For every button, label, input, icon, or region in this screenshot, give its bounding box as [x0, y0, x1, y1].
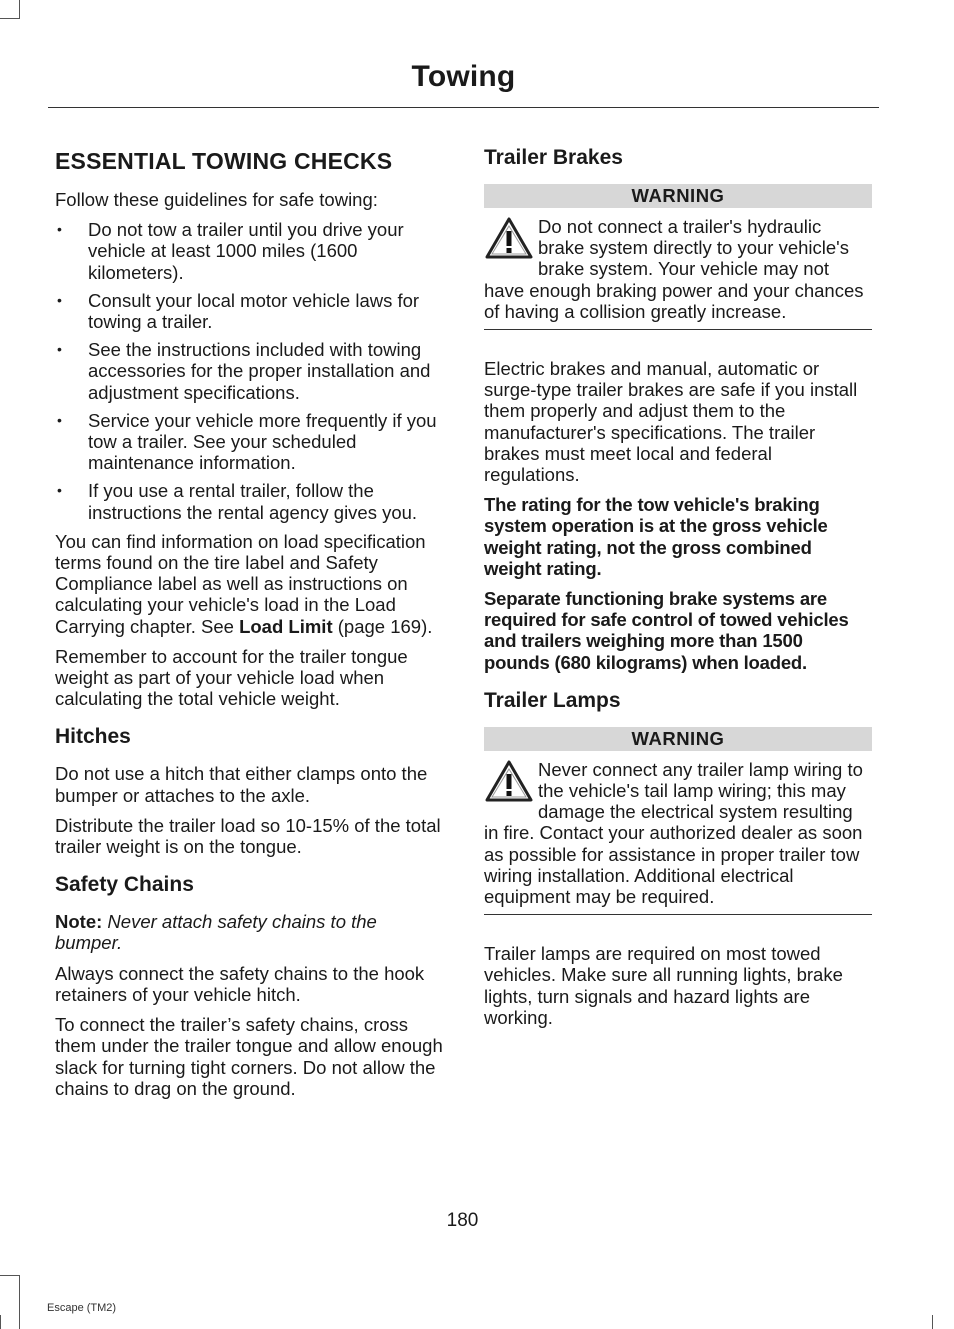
braking-rating-note: The rating for the tow vehicle's braking system operation is at the gross vehicle weight rating, not the gross combined weight rating.	[484, 494, 828, 579]
brakes-warning-text: Do not connect a trailer's hydraulic brake system directly to your vehicle's brake system. Your vehicle may not have enough braking power and your chances of having a collision greatly increase.	[484, 216, 864, 322]
page-reference: (page 169).	[332, 615, 433, 637]
warning-header: WARNING	[484, 184, 872, 208]
crop-mark	[932, 1315, 933, 1329]
lamps-warning	[484, 759, 872, 915]
list-item-text: See the instructions included with towing accessories for the proper installation and adjustment specifications.	[88, 339, 431, 403]
safety-chains-note	[55, 911, 445, 953]
page-title: Towing	[411, 60, 516, 93]
note-text: Never attach safety chains to the bumper.	[55, 911, 377, 954]
intro-text: Follow these guidelines for safe towing:	[55, 189, 378, 210]
trailer-brakes-title: Trailer Brakes	[484, 146, 623, 169]
crop-mark	[0, 1315, 1, 1329]
safety-chains-paragraph-2: To connect the trailer’s safety chains, cross them under the trailer tongue and allow enough slack for turning tight corners. Do not allow the chains to drag on the ground.	[55, 1014, 443, 1099]
separate-brakes-note: Separate functioning brake systems are required for safe control of towed vehicles and trailers weighing more than 1500 pounds (680 kilograms) when loaded.	[484, 588, 849, 673]
left-column	[55, 140, 445, 1108]
model-label: Escape (TM2)	[47, 1302, 117, 1314]
trailer-lamps-title: Trailer Lamps	[484, 688, 621, 712]
bullet-icon: •	[57, 341, 62, 358]
list-item-text: If you use a rental trailer, follow the instructions the rental agency gives you.	[88, 480, 418, 523]
bullet-icon: •	[57, 291, 62, 308]
load-info-text: You can find information on load specification terms found on the tire label and Safety Compliance label as well as instructions on calculating your vehicle's load in the Load Carrying chapter. See	[55, 530, 426, 637]
bullet-icon: •	[57, 411, 62, 428]
crop-mark	[0, 1275, 20, 1276]
tongue-weight-paragraph: Remember to account for the trailer tongue weight as part of your vehicle load when calculating the total vehicle weight.	[55, 645, 408, 710]
list-item	[55, 219, 445, 283]
list-item	[55, 410, 445, 474]
section-title: ESSENTIAL TOWING CHECKS	[55, 148, 393, 174]
list-item	[55, 290, 445, 332]
warning-triangle-icon	[484, 216, 534, 262]
list-item	[55, 339, 445, 403]
note-label: Note:	[55, 911, 103, 933]
crop-mark	[19, 1275, 20, 1329]
list-item-text: Service your vehicle more frequently if you tow a trailer. See your scheduled maintenance information.	[88, 409, 437, 474]
list-item	[55, 480, 445, 522]
lamps-warning-text: Never connect any trailer lamp wiring to the vehicle's tail lamp wiring; this may damage the electrical system resulting in fire. Contact your authorized dealer as soon as possible for assistance in proper trailer tow wiring installation. Additional electrical equipment may be required.	[484, 758, 863, 908]
page-number: 180	[446, 1210, 479, 1231]
bullet-icon: •	[57, 482, 62, 499]
warning-header: WARNING	[484, 727, 872, 751]
crop-mark	[0, 18, 20, 19]
safety-chains-title: Safety Chains	[55, 873, 194, 897]
page-header	[48, 58, 879, 108]
lamps-paragraph: Trailer lamps are required on most towed vehicles. Make sure all running lights, brake lights, turn signals and hazard lights are working.	[484, 943, 843, 1028]
safety-chains-paragraph-1: Always connect the safety chains to the hook retainers of your vehicle hitch.	[55, 962, 425, 1005]
brakes-warning	[484, 216, 872, 330]
bullet-icon: •	[57, 221, 62, 238]
hitches-title: Hitches	[55, 725, 131, 749]
list-item-text: Consult your local motor vehicle laws for towing a trailer.	[88, 289, 420, 333]
load-limit-link[interactable]: Load Limit	[239, 615, 333, 637]
list-item-text: Do not tow a trailer until you drive your vehicle at least 1000 miles (1600 kilometers).	[88, 219, 404, 283]
right-column	[484, 140, 872, 1037]
hitches-paragraph-1: Do not use a hitch that either clamps onto the bumper or attaches to the axle.	[55, 763, 428, 806]
hitches-paragraph-2: Distribute the trailer load so 10-15% of the total trailer weight is on the tongue.	[55, 814, 441, 858]
brakes-paragraph: Electric brakes and manual, automatic or surge-type trailer brakes are safe if you install them properly and adjust them to the manufacturer's specifications. The trailer brakes must meet local and federal regulations.	[484, 358, 858, 486]
warning-triangle-icon	[484, 759, 534, 805]
load-info-paragraph	[55, 531, 445, 637]
crop-mark	[19, 0, 20, 18]
guidelines-list	[55, 219, 445, 523]
